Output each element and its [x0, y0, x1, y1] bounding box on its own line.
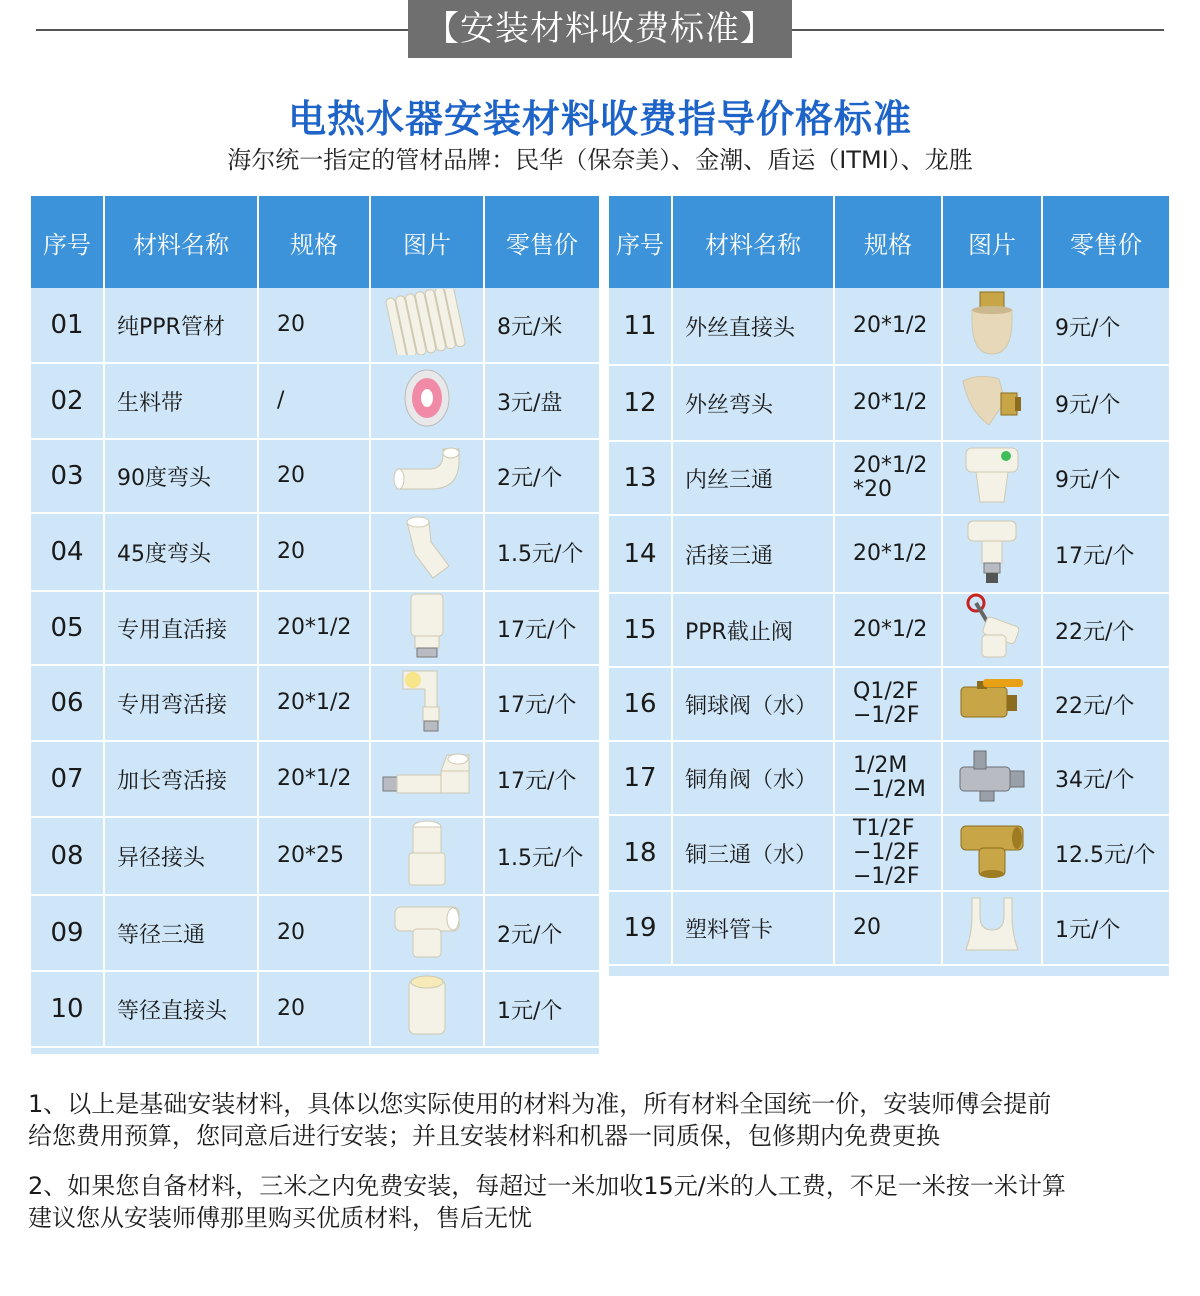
cell-price: 17元/个	[497, 617, 577, 643]
header-pic: 图片	[371, 196, 485, 288]
cell-price: 1元/个	[497, 998, 563, 1024]
table-row	[609, 668, 1169, 742]
straight-union-icon	[405, 592, 449, 664]
spec-line: 20*1/2	[277, 690, 352, 715]
table-row	[31, 288, 599, 364]
coupling-icon	[405, 974, 449, 1044]
spec-lines	[853, 817, 920, 889]
cell-no: 01	[31, 288, 105, 362]
spec-line: 20*25	[277, 843, 344, 868]
page-subtitle: 海尔统一指定的管材品牌：民华（保奈美）、金潮、盾运（ITMI）、龙胜	[227, 146, 973, 174]
spec-lines	[277, 767, 351, 791]
cell-no: 18	[609, 816, 673, 890]
cell-spec	[835, 892, 943, 964]
tee-icon	[391, 901, 463, 965]
table-row	[31, 666, 599, 742]
table-row	[31, 972, 599, 1048]
cell-spec	[259, 818, 371, 894]
spec-lines	[277, 844, 344, 868]
spec-lines	[277, 540, 305, 564]
header-spec: 规格	[259, 196, 371, 288]
spec-line: 20*1/2	[853, 390, 928, 415]
cell-price: 22元/个	[1055, 693, 1135, 719]
note-2-line-1: 2、如果您自备材料，三米之内免费安装，每超过一米加收15元/米的人工费，不足一米按一米计算	[28, 1172, 1066, 1200]
cell-name: 异径接头	[105, 818, 259, 894]
cell-no: 12	[609, 366, 673, 440]
table-body	[609, 288, 1169, 966]
cell-no: 06	[31, 666, 105, 740]
cell-name: 纯PPR管材	[105, 288, 259, 362]
cell-name: 等径直接头	[105, 972, 259, 1046]
cell-no: 14	[609, 516, 673, 592]
cell-name: 外丝直接头	[673, 288, 835, 364]
cell-picture	[943, 892, 1043, 964]
header-no: 序号	[31, 196, 105, 288]
spec-lines	[853, 618, 927, 642]
table-row	[31, 364, 599, 440]
cell-name: 加长弯活接	[105, 742, 259, 816]
table-row	[31, 818, 599, 896]
cell-spec	[259, 364, 371, 438]
cell-name: 专用弯活接	[105, 666, 259, 740]
spec-line: T1/2F	[853, 816, 915, 841]
long-elbow-union-icon	[379, 751, 475, 807]
reducer-icon	[405, 819, 449, 893]
table-header	[609, 196, 1169, 288]
cell-spec	[835, 516, 943, 592]
table-row	[609, 366, 1169, 442]
cell-name: PPR截止阀	[673, 594, 835, 666]
cell-picture	[943, 366, 1043, 440]
tape-icon	[402, 367, 452, 435]
cell-picture	[371, 364, 485, 438]
cell-spec	[259, 288, 371, 362]
cell-price: 9元/个	[1055, 315, 1121, 341]
spec-line: 1/2M	[853, 753, 908, 778]
spec-line: 20	[277, 996, 305, 1021]
cell-name: 等径三通	[105, 896, 259, 970]
cell-spec	[835, 668, 943, 740]
table-row	[31, 896, 599, 972]
spec-lines	[853, 454, 927, 502]
elbow-45-icon	[399, 516, 455, 588]
cell-spec	[835, 442, 943, 514]
cell-no: 13	[609, 442, 673, 514]
cell-price: 3元/盘	[497, 390, 563, 416]
cell-no: 08	[31, 818, 105, 894]
cell-name: 塑料管卡	[673, 892, 835, 964]
header-price: 零售价	[506, 230, 578, 259]
note-1-line-1: 1、以上是基础安装材料，具体以您实际使用的材料为准，所有材料全国统一价，安装师傅会提前	[28, 1090, 1052, 1118]
cell-name: 外丝弯头	[673, 366, 835, 440]
spec-line: −1/2F	[853, 703, 920, 728]
cell-spec	[259, 742, 371, 816]
cell-picture	[943, 516, 1043, 592]
header-price: 零售价	[1070, 230, 1142, 259]
cell-picture	[943, 668, 1043, 740]
cell-picture	[943, 288, 1043, 364]
header-name: 材料名称	[673, 196, 835, 288]
cell-price: 9元/个	[1055, 392, 1121, 418]
cell-no: 10	[31, 972, 105, 1046]
cell-picture	[371, 440, 485, 512]
header-spec: 规格	[835, 196, 943, 288]
table-row	[31, 440, 599, 514]
spec-line: 20	[277, 463, 305, 488]
price-table-right	[609, 196, 1169, 976]
cell-price: 8元/米	[497, 314, 563, 340]
elbow-union-icon	[397, 667, 457, 739]
stop-valve-icon	[960, 593, 1024, 667]
cell-spec	[259, 592, 371, 664]
header-name: 材料名称	[105, 196, 259, 288]
header-pic: 图片	[943, 196, 1043, 288]
spec-line: 20	[277, 920, 305, 945]
cell-picture	[943, 816, 1043, 890]
cell-picture	[371, 972, 485, 1046]
cell-picture	[371, 666, 485, 740]
cell-price: 9元/个	[1055, 467, 1121, 493]
cell-spec	[259, 972, 371, 1046]
table-header	[31, 196, 599, 288]
cell-no: 09	[31, 896, 105, 970]
spec-line: −1/2M	[853, 777, 926, 802]
cell-no: 17	[609, 742, 673, 814]
spec-lines	[853, 542, 927, 566]
cell-no: 02	[31, 364, 105, 438]
spec-line: 20*1/2	[277, 766, 352, 791]
cell-price: 34元/个	[1055, 767, 1135, 793]
cell-price: 17元/个	[497, 768, 577, 794]
cell-picture	[943, 442, 1043, 514]
spec-lines	[277, 313, 305, 337]
table-row	[609, 594, 1169, 668]
banner-rule-right	[792, 29, 1164, 31]
ball-valve-icon	[957, 675, 1027, 733]
cell-picture	[943, 594, 1043, 666]
angle-valve-icon	[956, 747, 1028, 809]
cell-picture	[371, 592, 485, 664]
cell-price: 2元/个	[497, 922, 563, 948]
table-row	[31, 592, 599, 666]
banner-heading: 【安装材料收费标准】	[408, 0, 792, 58]
cell-spec	[835, 816, 943, 890]
spec-lines	[277, 921, 305, 945]
cell-price: 22元/个	[1055, 619, 1135, 645]
cell-no: 05	[31, 592, 105, 664]
cell-name: 内丝三通	[673, 442, 835, 514]
spec-line: −1/2F	[853, 840, 920, 865]
male-coupling-icon	[966, 290, 1018, 362]
banner-rule-left	[36, 29, 408, 31]
male-elbow-icon	[959, 371, 1025, 435]
cell-name: 铜角阀（水）	[673, 742, 835, 814]
spec-line: 20*1/2	[853, 453, 928, 478]
spec-line: 20*1/2	[277, 615, 352, 640]
cell-no: 04	[31, 514, 105, 590]
table-row	[31, 742, 599, 818]
table-row	[609, 288, 1169, 366]
cell-no: 07	[31, 742, 105, 816]
cell-no: 19	[609, 892, 673, 964]
spec-line: 20	[853, 915, 881, 940]
header-no: 序号	[609, 196, 673, 288]
spec-lines	[853, 916, 881, 940]
cell-picture	[371, 288, 485, 362]
cell-no: 15	[609, 594, 673, 666]
cell-name: 90度弯头	[105, 440, 259, 512]
pipe-icon	[385, 289, 469, 361]
union-tee-icon	[964, 517, 1020, 591]
brass-tee-icon	[957, 820, 1027, 886]
cell-name: 活接三通	[673, 516, 835, 592]
spec-line: 20*1/2	[853, 541, 928, 566]
cell-picture	[371, 818, 485, 894]
spec-lines	[277, 464, 305, 488]
cell-spec	[835, 594, 943, 666]
table-row	[609, 742, 1169, 816]
cell-spec	[259, 666, 371, 740]
cell-price: 1元/个	[1055, 917, 1121, 943]
note-2	[28, 1170, 1178, 1234]
table-row	[609, 442, 1169, 516]
cell-picture	[371, 742, 485, 816]
cell-no: 03	[31, 440, 105, 512]
note-2-line-2: 建议您从安装师傅那里购买优质材料，售后无忧	[28, 1204, 532, 1232]
table-row	[31, 514, 599, 592]
cell-spec	[835, 288, 943, 364]
cell-price: 2元/个	[497, 465, 563, 491]
spec-line: /	[277, 388, 285, 413]
note-1-line-2: 给您费用预算，您同意后进行安装；并且安装材料和机器一同质保，包修期内免费更换	[28, 1122, 940, 1150]
elbow-90-icon	[391, 445, 463, 507]
spec-lines	[277, 389, 284, 413]
cell-price: 17元/个	[1055, 543, 1135, 569]
cell-spec	[835, 366, 943, 440]
cell-picture	[943, 742, 1043, 814]
cell-no: 11	[609, 288, 673, 364]
cell-name: 专用直活接	[105, 592, 259, 664]
cell-name: 铜三通（水）	[673, 816, 835, 890]
spec-line: 20*1/2	[853, 617, 928, 642]
spec-lines	[277, 691, 351, 715]
table-row	[609, 892, 1169, 966]
spec-lines	[853, 314, 927, 338]
cell-spec	[259, 896, 371, 970]
cell-picture	[371, 896, 485, 970]
spec-lines	[277, 616, 351, 640]
cell-spec	[835, 742, 943, 814]
spec-lines	[853, 754, 926, 802]
cell-price: 12.5元/个	[1055, 842, 1156, 868]
cell-price: 1.5元/个	[497, 541, 584, 567]
spec-line: Q1/2F	[853, 679, 919, 704]
table-row	[609, 816, 1169, 892]
cell-no: 16	[609, 668, 673, 740]
cell-name: 生料带	[105, 364, 259, 438]
spec-lines	[277, 997, 305, 1021]
spec-line: 20	[277, 312, 305, 337]
cell-price: 1.5元/个	[497, 845, 584, 871]
pipe-clip-icon	[962, 894, 1022, 962]
spec-line: *20	[853, 477, 892, 502]
spec-lines	[853, 680, 920, 728]
spec-lines	[853, 391, 927, 415]
cell-spec	[259, 514, 371, 590]
table-row	[609, 516, 1169, 594]
cell-spec	[259, 440, 371, 512]
cell-picture	[371, 514, 485, 590]
price-table-left	[31, 196, 599, 1054]
table-body	[31, 288, 599, 1048]
cell-name: 铜球阀（水）	[673, 668, 835, 740]
page-title: 电热水器安装材料收费指导价格标准	[287, 97, 912, 141]
note-1	[28, 1088, 1178, 1152]
spec-line: −1/2F	[853, 864, 920, 889]
cell-name: 45度弯头	[105, 514, 259, 590]
spec-line: 20*1/2	[853, 313, 928, 338]
female-tee-icon	[962, 444, 1022, 512]
cell-price: 17元/个	[497, 692, 577, 718]
spec-line: 20	[277, 539, 305, 564]
